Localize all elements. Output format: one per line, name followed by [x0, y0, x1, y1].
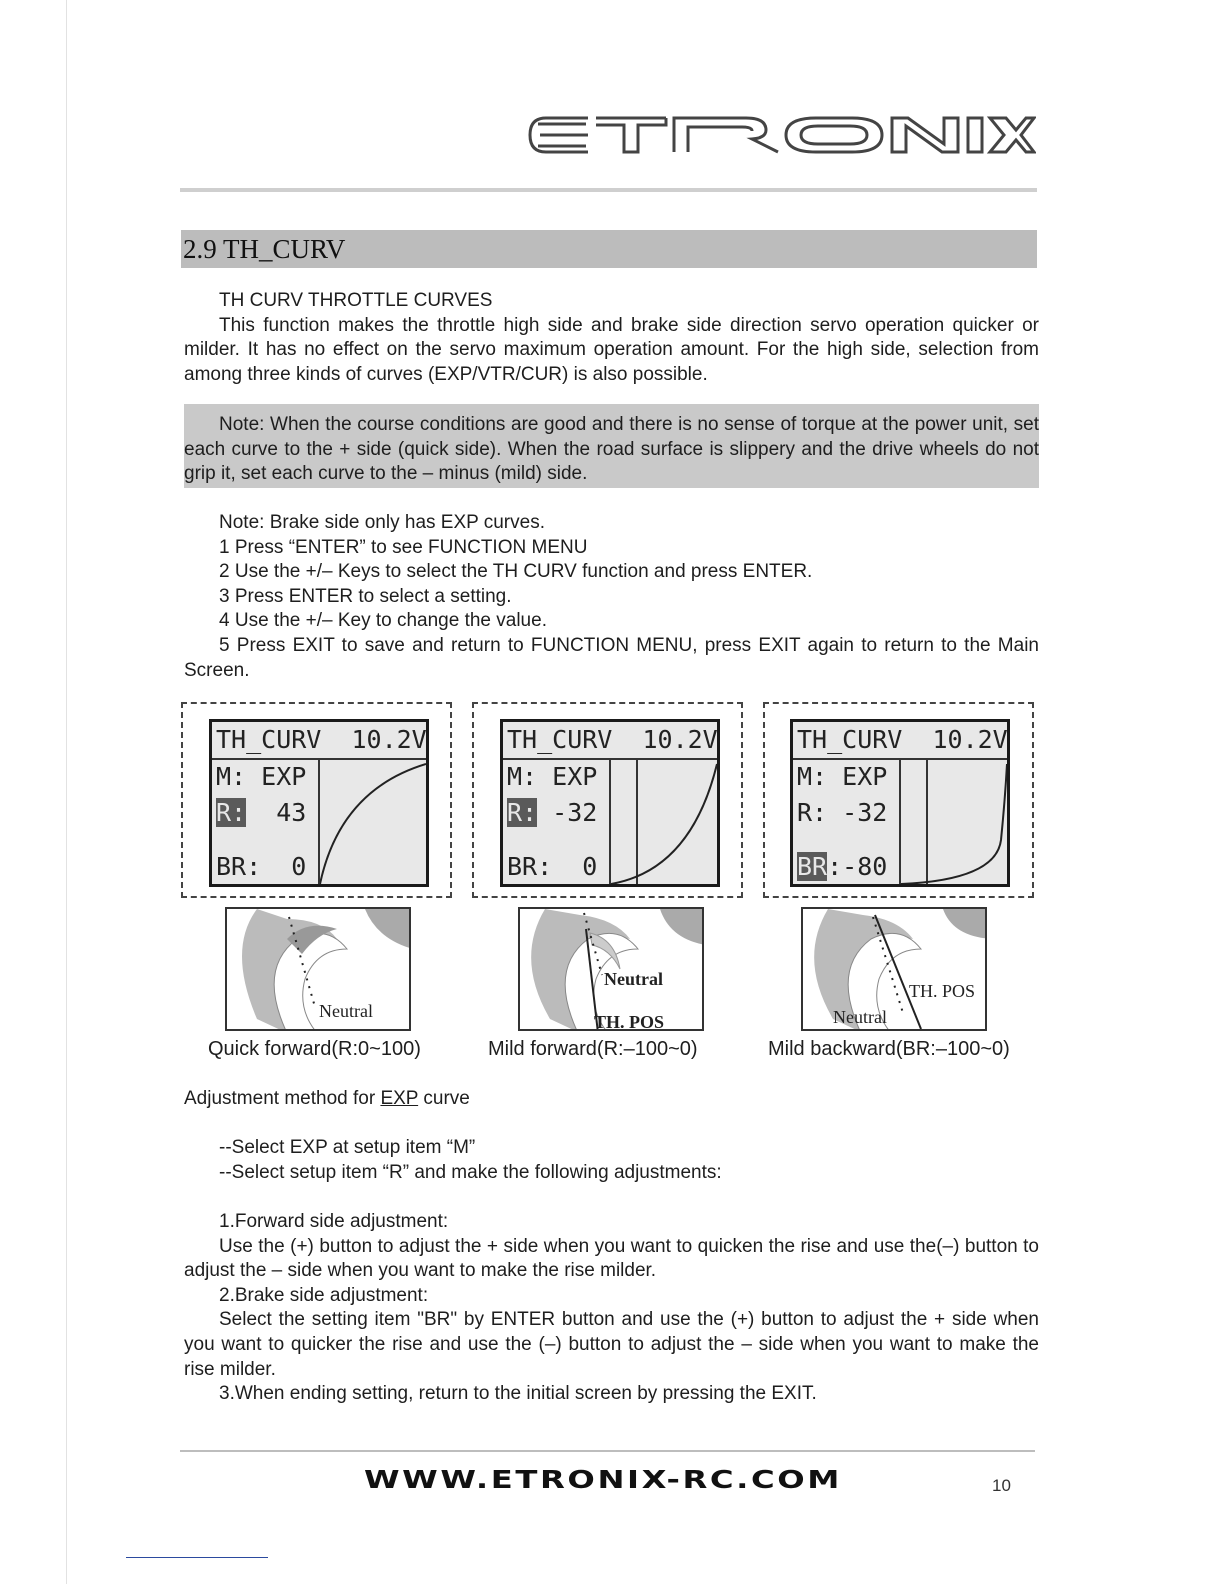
- lcd-screen: [209, 719, 429, 887]
- adjust-block: [184, 1087, 1039, 1407]
- trigger-picture-2: [518, 907, 704, 1031]
- adjust-heading-post: curve: [418, 1088, 470, 1109]
- lcd-br-label: BR:: [216, 852, 262, 881]
- step-item: 2 Use the +/– Keys to select the TH CURV function and press ENTER.: [219, 561, 813, 583]
- lcd-row-br: [797, 852, 887, 881]
- steps-note: Note: Brake side only has EXP curves.: [219, 512, 545, 533]
- step-item: 4 Use the +/– Key to change the value.: [219, 610, 547, 632]
- forward-body: Use the (+) button to adjust the + side when you want to quicken the rise and use the(–) button to adjust the – side when you want to make the rise milder.: [184, 1235, 1039, 1282]
- lcd-header: [797, 725, 1008, 754]
- lcd-voltage: 10.2V: [932, 725, 1008, 754]
- trigger-illustration: [803, 909, 987, 1031]
- th-pos-label: TH. POS: [594, 1012, 665, 1031]
- lcd-header: [507, 725, 718, 754]
- page-number: 10: [992, 1476, 1011, 1495]
- trigger-illustration: [520, 909, 704, 1031]
- page-margin-line: [66, 0, 67, 1584]
- lcd-curve-graph: [320, 760, 426, 884]
- lcd-row-m: [507, 762, 597, 791]
- brake-body: Select the setting item "BR" by ENTER button and use the (+) button to adjust the + side when you want to quicker the rise and use the (–) button to adjust the – side when you want to make the rise milder.: [184, 1309, 1039, 1380]
- lcd-voltage: 10.2V: [351, 725, 427, 754]
- lcd-row-r: [216, 798, 306, 827]
- footer-url-text: WWW.ETRONIX-RC.COM: [364, 1466, 842, 1492]
- lcd-panel-2: [472, 702, 743, 898]
- lcd-curve-graph: [611, 760, 717, 884]
- trigger-illustration: [227, 909, 411, 1031]
- trigger-picture-3: [801, 907, 987, 1031]
- intro-block: [184, 289, 1039, 387]
- exp-link[interactable]: EXP: [380, 1088, 419, 1109]
- lcd-r-label: R:: [507, 798, 538, 827]
- lcd-header: [216, 725, 427, 754]
- note-highlight-text: Note: When the course conditions are good and there is no sense of torque at the power unit, set each curve to the + side (quick side). When the road surface is slippery and the drive wheels do not grip it, set each curve to the – minus (mild) side.: [184, 414, 1039, 485]
- forward-title: 1.Forward side adjustment:: [219, 1210, 449, 1232]
- lcd-panel-3: [763, 702, 1034, 898]
- lcd-title: TH_CURV: [797, 725, 903, 754]
- lcd-curve-graph: [901, 760, 1007, 884]
- lcd-br-label: BR: [797, 852, 828, 881]
- picture-caption: Mild backward(BR:–100~0): [768, 1038, 1010, 1060]
- lcd-row-r: [507, 798, 597, 827]
- brake-title: 2.Brake side adjustment:: [219, 1284, 429, 1306]
- lcd-voltage: 10.2V: [642, 725, 718, 754]
- spacer: [184, 1112, 1039, 1137]
- lcd-row-m: [216, 762, 306, 791]
- lcd-curve: [901, 764, 1007, 884]
- steps-block: [184, 511, 1039, 683]
- lcd-title: TH_CURV: [216, 725, 322, 754]
- lcd-curve: [611, 764, 717, 884]
- neutral-label: Neutral: [604, 969, 663, 989]
- lcd-m-label: M:: [507, 762, 538, 791]
- lcd-row-br: [507, 852, 597, 881]
- lcd-br-value: :-80: [827, 852, 888, 881]
- lcd-m-value: EXP: [552, 762, 598, 791]
- lcd-r-label: R:: [797, 798, 828, 827]
- lcd-r-label: R:: [216, 798, 247, 827]
- spacer: [184, 1185, 1039, 1210]
- lcd-r-value: -32: [842, 798, 888, 827]
- lcd-m-label: M:: [216, 762, 247, 791]
- lcd-screen: [790, 719, 1010, 887]
- header-rule: [180, 188, 1037, 192]
- footnote-separator: [126, 1557, 268, 1558]
- lcd-r-value: 43: [276, 798, 307, 827]
- ending-text: 3.When ending setting, return to the initial screen by pressing the EXIT.: [219, 1383, 817, 1405]
- lcd-screen: [500, 719, 720, 887]
- adjust-heading-pre: Adjustment method for: [184, 1088, 381, 1109]
- step-item: 5 Press EXIT to save and return to FUNCTION MENU, press EXIT again to return to the Main Screen.: [184, 634, 1039, 681]
- picture-caption: Quick forward(R:0~100): [208, 1038, 421, 1060]
- lcd-m-label: M:: [797, 762, 828, 791]
- step-item: 3 Press ENTER to select a setting.: [219, 585, 512, 607]
- trigger-picture-1: [225, 907, 411, 1031]
- lcd-title: TH_CURV: [507, 725, 613, 754]
- footer-rule: [180, 1450, 1035, 1452]
- lcd-curve: [320, 764, 426, 884]
- intro-heading: TH CURV THROTTLE CURVES: [219, 290, 493, 311]
- footer-url: [364, 1466, 844, 1492]
- lcd-br-label: BR:: [507, 852, 553, 881]
- lcd-m-value: EXP: [842, 762, 888, 791]
- neutral-label: Neutral: [833, 1007, 887, 1027]
- th-pos-label: TH. POS: [909, 981, 976, 1001]
- step-item: 1 Press “ENTER” to see FUNCTION MENU: [219, 536, 588, 558]
- lcd-br-value: 0: [291, 852, 307, 881]
- lcd-r-value: -32: [552, 798, 598, 827]
- intro-body: This function makes the throttle high side and brake side direction servo operation quicker or milder. It has no effect on the servo maximum operation amount. For the high side, selection from among three kinds of curves (EXP/VTR/CUR) is also possible.: [184, 314, 1039, 385]
- adjust-select-m: --Select EXP at setup item “M”: [219, 1137, 476, 1159]
- section-title: 2.9 TH_CURV: [181, 230, 1037, 268]
- lcd-row-br: [216, 852, 306, 881]
- lcd-row-r: [797, 798, 887, 827]
- lcd-panel-1: [181, 702, 452, 898]
- note-highlight: [184, 413, 1039, 487]
- lcd-m-value: EXP: [261, 762, 307, 791]
- etronix-logo: [516, 112, 1036, 158]
- picture-caption: Mild forward(R:–100~0): [488, 1038, 698, 1060]
- neutral-label: Neutral: [319, 1001, 373, 1021]
- adjust-heading: [184, 1087, 1039, 1112]
- lcd-row-m: [797, 762, 887, 791]
- adjust-select-r: --Select setup item “R” and make the following adjustments:: [219, 1161, 722, 1183]
- lcd-br-value: 0: [582, 852, 598, 881]
